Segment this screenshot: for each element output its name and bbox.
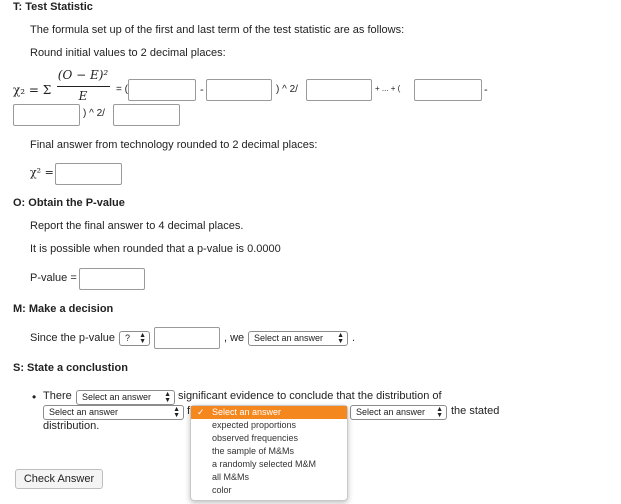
formula-close-pow-2: ) ^ 2/	[83, 108, 105, 119]
observed-first-input[interactable]	[128, 79, 196, 101]
section-m-heading: M: Make a decision	[13, 303, 114, 315]
stated-text: the stated	[451, 405, 500, 417]
relation-select-value: Select an answer	[356, 407, 426, 417]
expected-last-input[interactable]	[13, 104, 80, 126]
subject-select-value: Select an answer	[49, 407, 119, 417]
checkmark-icon: ✓	[197, 407, 205, 417]
final-answer-instruction: Final answer from technology rounded to 2 decimal places:	[30, 139, 318, 151]
select-arrows-icon: ▲ ▼	[139, 331, 146, 345]
section-o-heading: O: Obtain the P-value	[13, 197, 125, 209]
formula-lhs: χ₂ = Σ	[13, 83, 52, 97]
formula-fraction-bar	[57, 86, 110, 87]
select-arrows-icon: ▲ ▼	[436, 405, 443, 419]
subject-select[interactable]	[43, 405, 184, 420]
formula-eq-paren: = (	[116, 84, 128, 95]
dropdown-option-expected-proportions[interactable]: expected proportions	[212, 420, 297, 430]
we-label: , we	[224, 332, 245, 344]
relation-select[interactable]	[350, 405, 447, 420]
select-arrows-icon: ▲ ▼	[337, 331, 344, 345]
dropdown-option-color[interactable]: color	[212, 485, 232, 495]
formula-plus-dots: + ... + (	[375, 84, 401, 93]
formula-close-pow: ) ^ 2/	[276, 84, 298, 95]
comparison-select-value: ?	[125, 333, 131, 343]
dropdown-option-observed-frequencies[interactable]: observed frequencies	[212, 433, 299, 443]
select-arrows-icon: ▲ ▼	[173, 405, 180, 419]
pvalue-label: P-value =	[30, 272, 77, 284]
since-pvalue-label: Since the p-value	[30, 332, 115, 344]
expected-first-input[interactable]	[206, 79, 272, 101]
expected-denominator-first-input[interactable]	[306, 79, 372, 101]
open-dropdown-menu	[190, 405, 348, 501]
pvalue-input[interactable]	[79, 268, 145, 290]
expected-denominator-last-input[interactable]	[113, 104, 180, 126]
chi-square-input[interactable]	[55, 163, 122, 185]
dropdown-option-sample[interactable]: the sample of M&Ms	[212, 446, 295, 456]
decision-period: .	[352, 332, 356, 344]
evidence-select-value: Select an answer	[82, 392, 152, 402]
subject-partial-text: f	[187, 405, 191, 417]
comparison-select[interactable]	[119, 331, 150, 346]
dropdown-option-all-mms[interactable]: all M&Ms	[212, 472, 250, 482]
dropdown-option-label: Select an answer	[212, 407, 282, 417]
formula-numerator: (O − E)²	[57, 68, 109, 82]
observed-last-input[interactable]	[414, 79, 482, 101]
dropdown-option-random-mm[interactable]: a randomly selected M&M	[212, 459, 317, 469]
decision-select-value: Select an answer	[254, 333, 324, 343]
section-o-line1: Report the final answer to 4 decimal places.	[30, 220, 244, 232]
evidence-text: significant evidence to conclude that the distribution of	[178, 390, 442, 402]
section-t-heading: T: Test Statistic	[13, 1, 93, 13]
check-answer-button[interactable]: Check Answer	[15, 469, 103, 489]
bullet: •	[32, 390, 37, 404]
formula-minus: -	[200, 84, 204, 96]
distribution-text: distribution.	[43, 420, 100, 432]
select-arrows-icon: ▲ ▼	[164, 390, 171, 404]
evidence-select[interactable]	[76, 390, 175, 405]
alpha-input[interactable]	[154, 327, 220, 349]
section-t-line2: Round initial values to 2 decimal places:	[30, 47, 226, 59]
section-t-line1: The formula set up of the first and last term of the test statistic are as follows:	[30, 24, 405, 36]
decision-select[interactable]	[248, 331, 348, 346]
formula-minus-2: -	[484, 84, 488, 96]
section-s-heading: S: State a conclustion	[13, 362, 128, 374]
section-o-line2: It is possible when rounded that a p-value is 0.0000	[30, 243, 281, 255]
chi-square-label: χ² =	[30, 166, 54, 179]
dropdown-option-select[interactable]	[191, 406, 347, 419]
formula-denominator: E	[78, 89, 88, 103]
there-label: There	[43, 390, 72, 402]
